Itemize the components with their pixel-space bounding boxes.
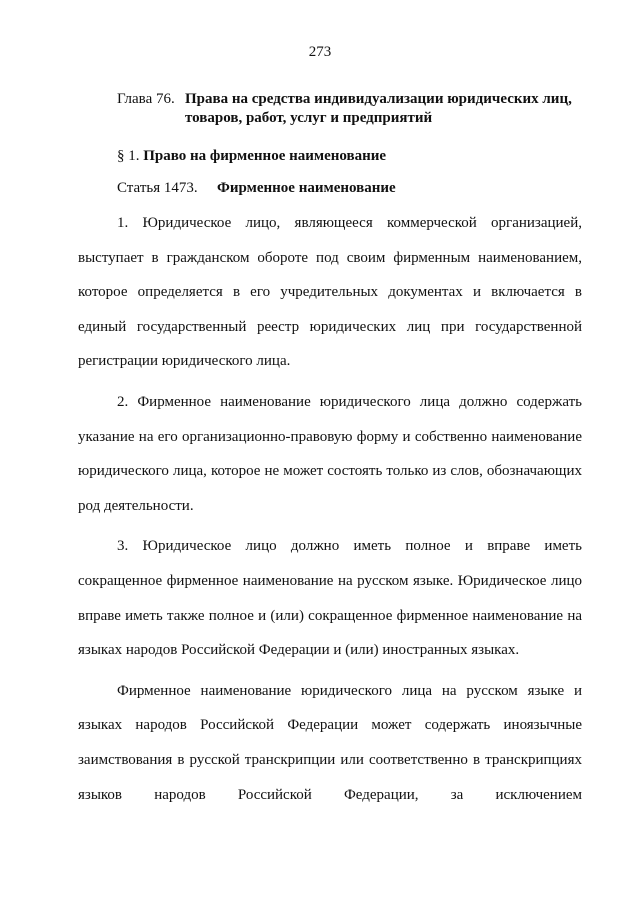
page-number: 273 [308, 44, 332, 60]
paragraph-1: 1. Юридическое лицо, являющееся коммерческой организацией, выступает в гражданском обороте под своим фирменным наименованием, которое определяется в его учредительных документах и включается в единый государственный реестр юридических лиц при государственной регистрации юридического лица. [78, 215, 582, 370]
chapter-number: Глава 76. [117, 91, 175, 107]
article-heading [117, 180, 396, 197]
article-body [78, 206, 582, 812]
section-title: Право на фирменное наименование [143, 148, 387, 164]
chapter-title: Права на средства индивидуализации юридических лиц, товаров, работ, услуг и предприятий [185, 91, 572, 126]
paragraph-3: 3. Юридическое лицо должно иметь полное и вправе иметь сокращенное фирменное наименование на русском языке. Юридическое лицо вправе иметь также полное и (или) сокращенное фирменное наименование на языках народов Российской Федерации и (или) иностранных языках. [78, 538, 582, 659]
paragraph-4: Фирменное наименование юридического лица на русском языке и языках народов Российской Федерации может содержать иноязычные заимствования в русской транскрипции или соответственно в транскрипциях языков народов Российской Федерации, за исключением [78, 682, 582, 803]
section-mark: § 1. [117, 148, 140, 164]
section-heading [117, 148, 386, 165]
article-title: Фирменное наименование [217, 180, 396, 196]
chapter-heading [117, 90, 597, 128]
article-number: Статья 1473. [117, 180, 198, 196]
paragraph-2: 2. Фирменное наименование юридического лица должно содержать указание на его организационно-правовую форму и собственно наименование юридического лица, которое не может состоять только из слов, обозначающих род деятельности. [78, 393, 582, 514]
